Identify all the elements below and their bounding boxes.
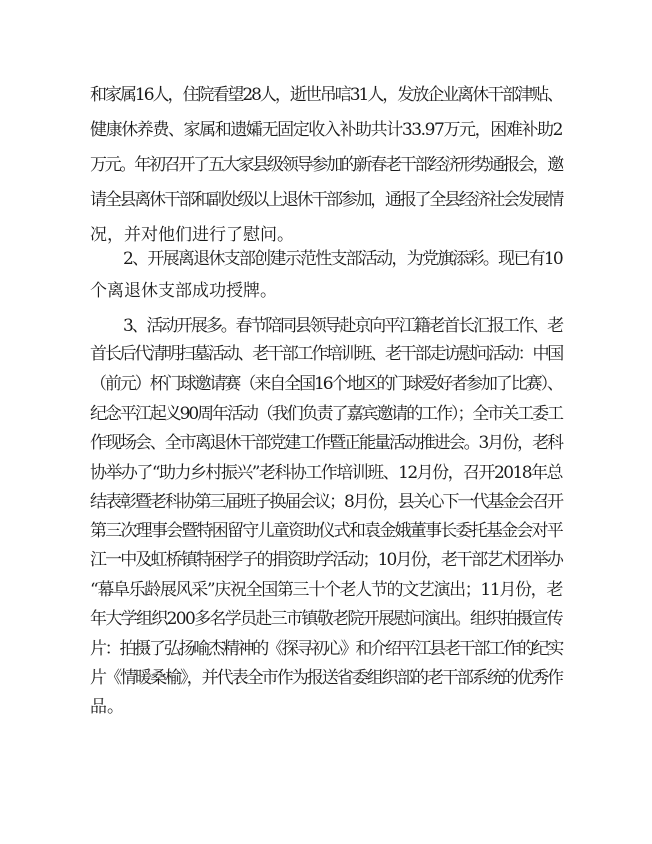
text-line	[0, 185, 652, 215]
text-line	[0, 575, 652, 605]
text-line	[0, 458, 652, 488]
line-text: 片《情暖桑榆》，并代表全市作为报送省委组织部的老干部系统的优秀作	[90, 668, 562, 688]
text-line	[0, 487, 652, 517]
line-text: 况，并对他们进行了慰问。	[90, 225, 294, 245]
text-line	[0, 428, 652, 458]
text-line	[0, 399, 652, 429]
line-text: 纪念平江起义90周年活动（我们负责了嘉宾邀请的工作）；全市关工委工	[90, 404, 562, 424]
text-line	[0, 604, 652, 634]
text-line	[0, 339, 652, 369]
line-text: 3、活动开展多。春节陪同县领导赴京向平江籍老首长汇报工作、老	[123, 316, 562, 336]
line-text: 和家属16人，住院看望28人，逝世吊唁31人，发放企业离休干部津贴、	[90, 85, 562, 105]
line-text: （前元）杯门球邀请赛（来自全国16个地区的门球爱好者参加了比赛）、	[90, 374, 562, 394]
text-line	[0, 692, 652, 722]
line-text: 作现场会、全市离退休干部党建工作暨正能量活动推进会。3月份，老科	[90, 433, 562, 453]
line-text: 首长后代清明扫墓活动、老干部工作培训班、老干部走访慰问活动：中国	[90, 344, 562, 364]
text-line	[0, 115, 652, 145]
line-text: 健康休养费、家属和遗孀无固定收入补助共计33.97万元，困难补助2	[90, 120, 562, 140]
line-text: 江一中及虹桥镇特困学子的捐资助学活动；10月份，老干部艺术团举办	[90, 550, 562, 570]
line-text: “幕阜乐龄展风采”庆祝全国第三十个老人节的文艺演出；11月份，老	[90, 580, 562, 600]
text-line	[0, 369, 652, 399]
line-text: 片：拍摄了弘扬喻杰精神的《探寻初心》和介绍平江县老干部工作的纪实	[90, 639, 562, 659]
line-text: 请全县离休干部和副处级以上退休干部参加，通报了全县经济社会发展情	[90, 190, 562, 210]
line-text: 年大学组织200多名学员赴三市镇敬老院开展慰问演出。组织拍摄宣传	[90, 609, 562, 629]
text-line	[0, 80, 652, 110]
line-text: 个离退休支部成功授牌。	[90, 281, 277, 301]
text-line	[0, 663, 652, 693]
text-line	[0, 545, 652, 575]
line-text: 万元。年初召开了五大家县级领导参加的新春老干部经济形势通报会，邀	[90, 155, 562, 175]
text-line	[0, 516, 652, 546]
line-text: 协举办了“助力乡村振兴”老科协工作培训班、12月份，召开2018年总	[90, 463, 562, 483]
text-line	[0, 244, 652, 274]
text-line	[0, 634, 652, 664]
line-text: 品。	[90, 697, 124, 717]
text-line	[0, 276, 652, 306]
line-text: 结表彰暨老科协第三届班子换届会议；8月份，县关心下一代基金会召开	[90, 492, 562, 512]
line-text: 第三次理事会暨特困留守儿童资助仪式和袁金娥董事长委托基金会对平	[90, 521, 562, 541]
text-line	[0, 311, 652, 341]
line-text: 2、开展离退休支部创建示范性支部活动，为党旗添彩。现已有10	[123, 249, 562, 269]
text-line	[0, 150, 652, 180]
